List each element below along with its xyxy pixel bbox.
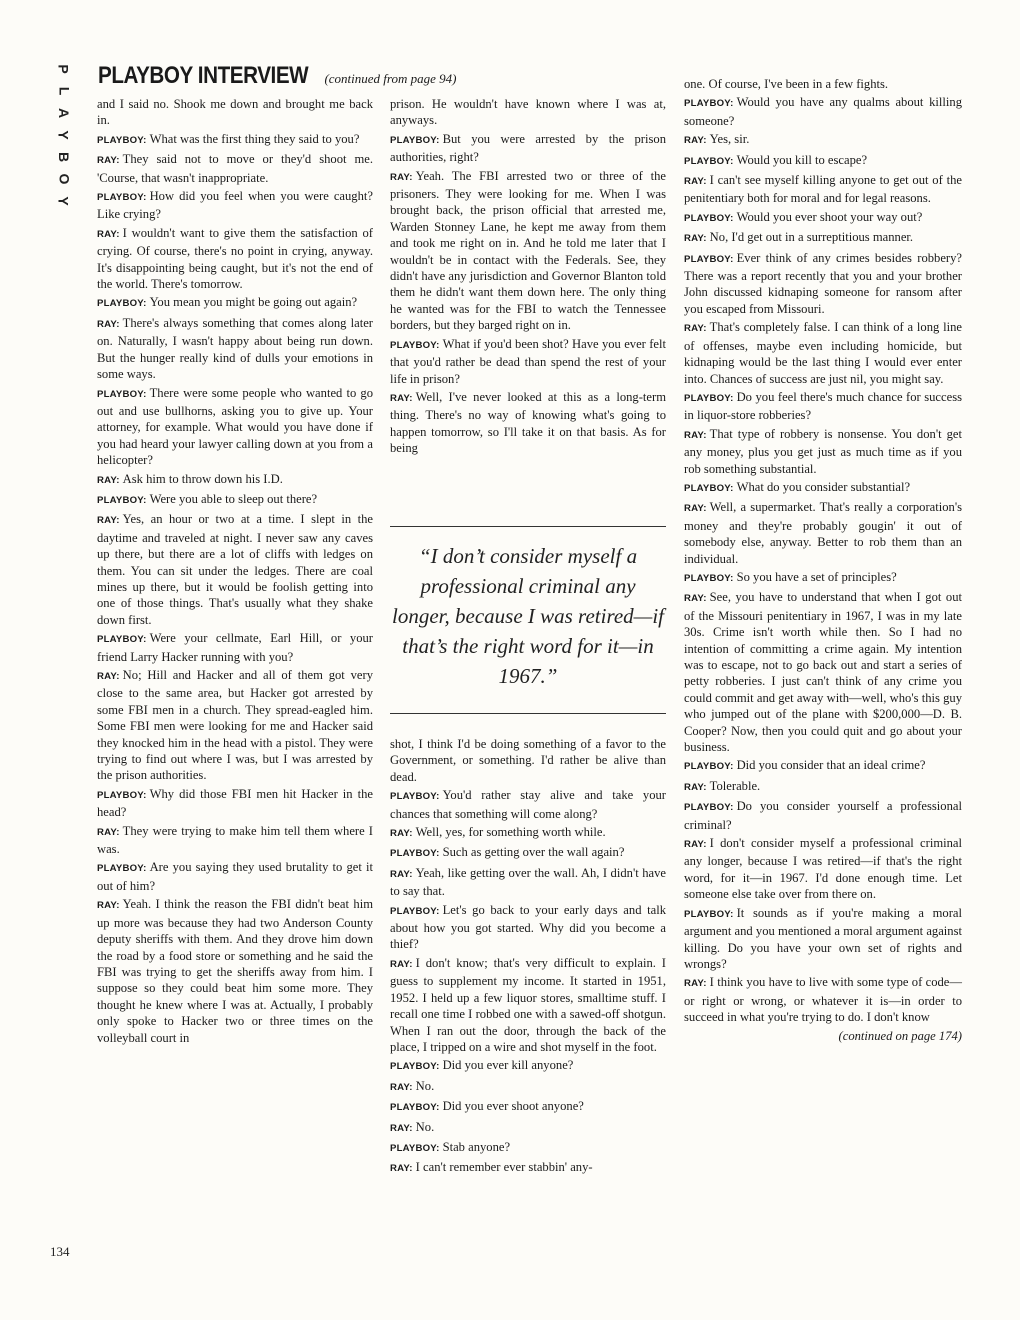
side-letter: B [56,151,72,163]
paragraph-text: one. Of course, I've been in a few fights. [684,77,889,91]
speaker-label: PLAYBOY: [684,392,734,404]
speaker-label: PLAYBOY: [97,388,147,400]
interview-title: PLAYBOY INTERVIEW [98,62,309,89]
paragraph-text: and I said no. Shook me down and brought me back in. [97,97,373,128]
page-header [98,62,658,90]
speaker-label: RAY: [97,155,120,167]
speaker-label: PLAYBOY: [390,134,440,146]
speaker-label: RAY: [684,781,707,793]
interview-paragraph [390,389,666,457]
paragraph-text: They were trying to make him tell them where I was. [97,823,373,857]
interview-paragraph [97,188,373,223]
interview-paragraph [97,511,373,628]
side-letter: A [56,107,72,119]
interview-paragraph [97,96,373,129]
interview-paragraph [684,479,962,497]
side-letter: P [56,64,72,74]
paragraph-text: Were your cellmate, Earl Hill, or your friend Larry Hacker running with you? [97,631,373,664]
interview-paragraph [684,778,962,796]
paragraph-text: It sounds as if you're making a moral argument and you mentioned a moral argument against killing. Do you have your own set of rights and wrongs? [684,905,962,971]
column-3 [684,76,962,1046]
interview-paragraph [390,1159,666,1177]
speaker-label: RAY: [97,671,120,682]
paragraph-text: Do you consider yourself a professional criminal? [684,799,962,832]
paragraph-text: Did you ever shoot anyone? [442,1099,584,1114]
paragraph-text: No. [415,1078,435,1093]
speaker-label: PLAYBOY: [390,905,440,917]
interview-paragraph [97,131,373,149]
speaker-label: RAY: [684,233,707,245]
interview-paragraph [684,974,962,1025]
interview-paragraph [390,1057,666,1075]
speaker-label: RAY: [684,978,707,990]
speaker-label: PLAYBOY: [684,761,734,773]
paragraph-text: Do you feel there's much chance for success in liquor-store robberies? [684,389,962,423]
paragraph-text: Yes, sir. [709,132,750,147]
interview-paragraph [684,172,962,207]
speaker-label: RAY: [97,318,120,330]
speaker-label: RAY: [390,1163,413,1175]
interview-paragraph [390,844,666,862]
interview-paragraph [390,131,666,166]
speaker-label: RAY: [390,171,413,183]
speaker-label: PLAYBOY: [97,192,147,204]
interview-paragraph [97,294,373,312]
continued-from-note: (continued from page 94) [324,71,457,86]
speaker-label: RAY: [97,474,120,486]
interview-paragraph [390,168,666,334]
paragraph-text: How did you feel when you were caught? Like crying? [97,189,373,222]
interview-paragraph [684,250,962,318]
interview-paragraph [684,589,962,755]
interview-paragraph [390,1098,666,1116]
paragraph-text: You'd rather stay alive and take your chances that something will come along? [390,788,666,821]
paragraph-text: Ask him to throw down his I.D. [122,471,283,486]
paragraph-text: I can't remember ever stabbin' any- [415,1160,593,1175]
speaker-label: PLAYBOY: [684,212,734,224]
interview-paragraph [390,824,666,842]
speaker-label: PLAYBOY: [390,1102,440,1114]
paragraph-text: There were some people who wanted to go out and use bullhorns, asking you to give up. Your attorney, for example. What would you have done if you had heard your lawyer calling down at you from a helicopter? [97,385,373,468]
paragraph-text: That's completely false. I can think of a long line of offenses, maybe even including homicide, but kidnaping would be the last thing I would ever enter into. Chances of success are just nil, you might say. [684,320,962,386]
interview-paragraph [97,385,373,469]
paragraph-text: Let's go back to your early days and talk about how you got started. Why did you become a thief? [390,902,666,952]
speaker-label: PLAYBOY: [684,802,734,814]
speaker-label: RAY: [390,392,413,404]
speaker-label: RAY: [97,228,120,240]
speaker-label: PLAYBOY: [684,253,734,265]
speaker-label: PLAYBOY: [97,789,147,801]
paragraph-text: No, I'd get out in a surreptitious manner. [709,230,914,245]
interview-paragraph [97,315,373,383]
paragraph-text: But you were arrested by the prison authorities, right? [390,131,666,165]
paragraph-text: Would you have any qualms about killing someone? [684,95,962,128]
interview-paragraph [97,630,373,665]
paragraph-text: Ever think of any crimes besides robbery? There was a report recently that you and your brother John discussed kidnaping someone for ransom after you escaped from Missouri. [684,250,962,316]
column-2-top [390,96,666,459]
interview-paragraph [97,151,373,186]
paragraph-text: Are you saying they used brutality to get it out of him? [97,860,373,893]
interview-paragraph [684,499,962,567]
paragraph-text: Why did those FBI men hit Hacker in the head? [97,786,373,820]
interview-paragraph [684,905,962,973]
paragraph-text: I don't know; that's very difficult to explain. I guess to supplement my income. It started in 1951, 1952. I held up a few liquor stores, smalltime stuff. I recall one time I robbed one with a sawed-off shotgun. When I ran out the door, through the back of the place, I tripped on a wire and shot myself in the foot. [390,955,666,1054]
paragraph-text: What do you consider substantial? [736,479,911,494]
paragraph-text: Would you kill to escape? [736,152,868,167]
interview-paragraph [390,955,666,1055]
side-letter: L [56,86,72,96]
paragraph-text: Yeah. The FBI arrested two or three of the prisoners. They were looking for me. When I was brought back, the prison official that arrested me, Warden Stonney Lane, he kept me away from them and took me right on in. And he told me later that I wouldn't be in contact with the Federals. See, they didn't have any jurisdiction and Governor Blanton told them he didn't want them down here. The only thing he wanted was for the FBI to watch the Tennessee borders, but they barged right on in. [390,168,666,333]
paragraph-text: I don't consider myself a professional criminal any longer, because I was retired—if that's the right word, for it—in 1967. I'd done enough time. Let someone else take over from there on. [684,836,962,902]
paragraph-text: Well, a supermarket. That's really a corporation's money and they're probably gougin' it out of somebody else, anyway. Better to rob them than an individual. [684,500,962,566]
speaker-label: PLAYBOY: [390,1061,440,1073]
paragraph-text: shot, I think I'd be doing something of a favor to the Government, or something. I'd rather be alive than dead. [390,737,666,784]
speaker-label: PLAYBOY: [390,1142,440,1154]
speaker-label: PLAYBOY: [97,298,147,310]
speaker-label: RAY: [390,958,413,970]
speaker-label: PLAYBOY: [390,791,440,803]
interview-paragraph [684,94,962,129]
paragraph-text: I can't see myself killing anyone to get out of the penitentiary both for moral and for legal reasons. [684,173,962,206]
paragraph-text: They said not to move or they'd shoot me. 'Course, that wasn't inappropriate. [97,152,373,185]
speaker-label: RAY: [684,323,707,335]
speaker-label: PLAYBOY: [684,908,734,920]
interview-paragraph [390,902,666,953]
interview-paragraph [684,426,962,477]
interview-paragraph [97,859,373,894]
speaker-label: PLAYBOY: [390,339,440,351]
paragraph-text: I wouldn't want to give them the satisfaction of crying. Of course, there's no point in crying, anyway. It's disappointing being caught, but it's not the end of the world. There's tomorrow. [97,225,373,292]
interview-paragraph [684,131,962,149]
interview-paragraph [390,1119,666,1137]
paragraph-text: So you have a set of principles? [736,569,897,584]
interview-paragraph [390,1139,666,1157]
paragraph-text: Well, I've never looked at this as a long-term thing. There's no way of knowing what's going to happen tomorrow, so I'll take it on that basis. As for being [390,389,666,456]
paragraph-text: prison. He wouldn't have known where I was at, anyways. [390,97,666,128]
paragraph-text: Yeah. I think the reason the FBI didn't beat him up more was because they had two Anderson County deputy sheriffs with them. And they drove him down the road by a food store or something and he said the FBI was trying to get the sheriffs away from him. I suppose so they could beat him some more. They thought he knew where I was at. Actually, I probably only spoke to Hacker two or three times on the volleyball court in [97,897,373,1045]
paragraph-text: Did you consider that an ideal crime? [736,758,926,773]
interview-paragraph [97,896,373,1046]
interview-paragraph [390,1078,666,1096]
interview-paragraph [390,865,666,900]
interview-paragraph [684,569,962,587]
speaker-label: RAY: [97,826,120,838]
interview-paragraph [97,225,373,293]
speaker-label: PLAYBOY: [97,863,147,875]
interview-paragraph [684,229,962,247]
interview-paragraph [684,152,962,170]
speaker-label: PLAYBOY: [684,155,734,167]
speaker-label: PLAYBOY: [684,572,734,584]
paragraph-text: What was the first thing they said to you? [149,131,360,146]
speaker-label: RAY: [684,839,707,851]
speaker-label: PLAYBOY: [97,634,147,646]
paragraph-text: No; Hill and Hacker and all of them got very close to the same area, but Hacker got arrested by some FBI men in a church. They spread-eagled him. Some FBI men were looking for me and Hacker said they knocked him in the head with a pistol. They were trying to find out where I was, but I was arrested by the prison authorities. [97,668,373,783]
pull-quote: “I don’t consider myself a professional criminal any longer, because I was retired—if that’s the right word for it—in 1967.” [390,526,666,714]
speaker-label: RAY: [684,176,707,188]
interview-paragraph [684,757,962,775]
speaker-label: RAY: [684,135,707,147]
interview-paragraph [390,787,666,822]
side-letter: O [55,173,72,185]
interview-paragraph [97,667,373,784]
interview-paragraph [684,798,962,833]
interview-paragraph [684,835,962,903]
paragraph-text: Such as getting over the wall again? [442,845,625,860]
paragraph-text: Stab anyone? [442,1139,511,1154]
interview-paragraph [390,336,666,387]
paragraph-text: Yes, an hour or two at a time. I slept in the daytime and traveled at night. I never saw any caves up there, but there are a lot of cliffs with ledges on them. You can sit under the ledges. There are coal mines up there, but it would be foolish getting into one of those things. That's usually what they shake down first. [97,512,373,627]
side-letter: Y [56,130,72,140]
interview-paragraph [684,389,962,424]
paragraph-text: Would you ever shoot your way out? [736,209,923,224]
speaker-label: RAY: [97,900,120,912]
paragraph-text: Did you ever kill anyone? [442,1058,574,1073]
paragraph-text: See, you have to understand that when I got out of the Missouri penitentiary in 1967, I was in my late 30s. Crime isn't worth while then. So I had no intention of committing a crime again. My intention was to escape, not to go back out and start a series of petty robberies. I just can't think of any crime you could commit and get away with—well, who's this guy who jumped out of the plane with $200,000—D. B. Cooper? Now, then you could quit and go about your business. [684,590,962,755]
interview-paragraph [684,76,962,92]
interview-paragraph [390,96,666,129]
speaker-label: PLAYBOY: [97,494,147,506]
interview-paragraph [97,491,373,509]
speaker-label: RAY: [684,593,707,605]
speaker-label: RAY: [684,429,707,441]
interview-paragraph [97,471,373,489]
paragraph-text: Yeah, like getting over the wall. Ah, I didn't have to say that. [390,865,666,899]
page-number: 134 [50,1244,70,1259]
speaker-label: PLAYBOY: [684,482,734,494]
paragraph-text: Were you able to sleep out there? [149,491,318,506]
interview-paragraph [684,319,962,387]
paragraph-text: Well, yes, for something worth while. [415,825,606,840]
paragraph-text: No. [415,1119,435,1134]
speaker-label: RAY: [390,868,413,880]
column-2-bottom [390,736,666,1180]
interview-paragraph [390,736,666,785]
column-1 [97,96,373,1048]
paragraph-text: That type of robbery is nonsense. You don't get any money, plus you get just as much time as if you rob something substantial. [684,426,962,476]
paragraph-text: There's always something that comes along later on. Naturally, I wasn't happy about being run down. But the hunger really kind of dulls your emotions in some ways. [97,315,373,382]
side-letter: Y [56,196,72,206]
speaker-label: RAY: [390,828,413,840]
interview-paragraph [684,209,962,227]
interview-paragraph [97,823,373,858]
interview-paragraph [97,786,373,821]
speaker-label: RAY: [390,1122,413,1134]
speaker-label: PLAYBOY: [684,98,734,110]
speaker-label: PLAYBOY: [97,134,147,146]
speaker-label: RAY: [390,1081,413,1093]
magazine-side-label [54,58,74,212]
speaker-label: RAY: [97,515,120,527]
continued-on-note: (continued on page 174) [838,1028,962,1043]
paragraph-text: I think you have to live with some type of code—or right or wrong, or whatever it is—in order to succeed in what you're trying to do. I don't know [684,975,962,1025]
paragraph-text: You mean you might be going out again? [149,295,358,310]
paragraph-text: Tolerable. [709,778,761,793]
paragraph-text: What if you'd been shot? Have you ever felt that you'd rather be dead than spend the rest of your life in prison? [390,336,666,386]
speaker-label: PLAYBOY: [390,848,440,860]
speaker-label: RAY: [684,503,707,515]
